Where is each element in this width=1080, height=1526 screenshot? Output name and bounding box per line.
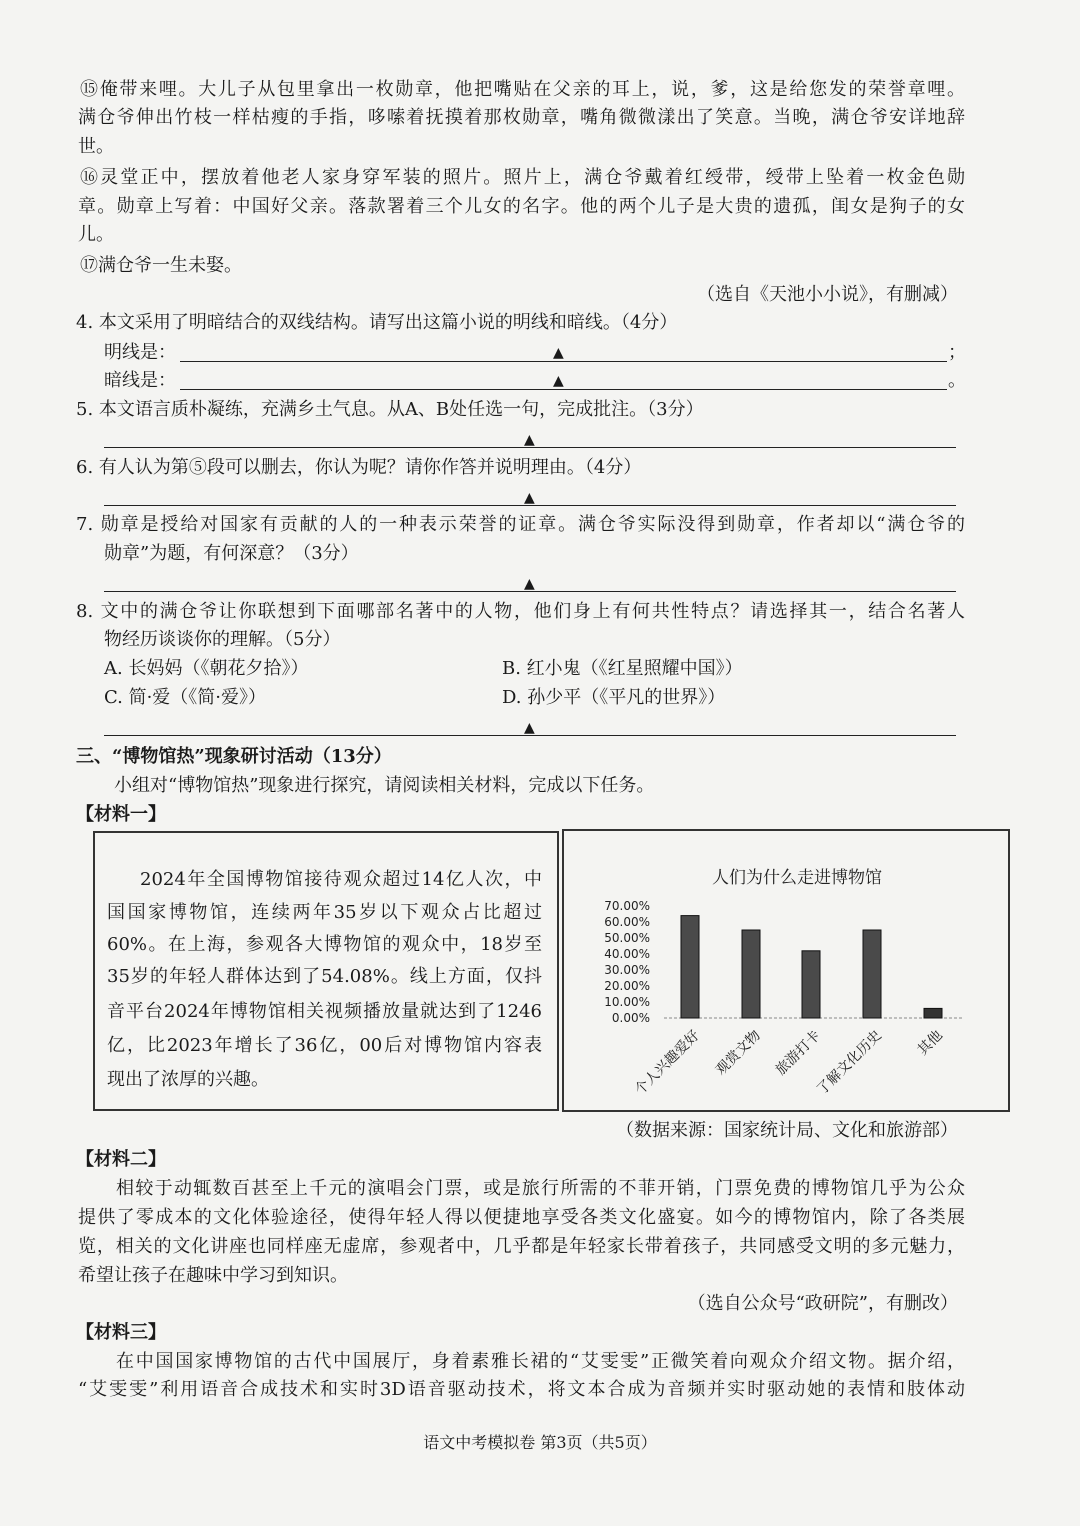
y-tick-label: 60.00% (604, 915, 650, 929)
material-1-line: 现出了浓厚的兴趣。 (107, 1069, 269, 1090)
q4-period: 。 (948, 370, 966, 391)
y-tick-label: 30.00% (604, 963, 650, 977)
question-4: 4. 本文采用了明暗结合的双线结构。请写出这篇小说的明线和暗线。（4分） (76, 312, 678, 333)
material-1-line: 国国家博物馆，连续两年35岁以下观众占比超过 (107, 902, 542, 923)
x-tick-label: 了解文化历史 (814, 1027, 885, 1099)
material-1-source: （数据来源：国家统计局、文化和旅游部） (616, 1120, 958, 1141)
material-3-label: 【材料三】 (76, 1322, 166, 1343)
x-tick-label: 个人兴趣爱好 (632, 1027, 703, 1099)
question-8-line-1: 8. 文中的满仓爷让你联想到下面哪部名著中的人物，他们身上有何共性特点？请选择其一，结合名著人 (76, 601, 965, 622)
q8-option-d: D. 孙少平（《平凡的世界》） (502, 687, 726, 708)
material-1-line: 音平台2024年博物馆相关视频播放量就达到了1246 (107, 1001, 542, 1022)
material-1-line: 2024年全国博物馆接待观众超过14亿人次，中 (140, 869, 542, 890)
material-3-line: 在中国国家博物馆的古代中国展厅，身着素雅长裙的“艾雯雯”正微笑着向观众介绍文物。据介绍， (116, 1351, 965, 1372)
y-tick-label: 10.00% (604, 995, 650, 1009)
question-6: 6. 有人认为第⑤段可以删去，你认为呢？请你作答并说明理由。（4分） (76, 457, 642, 478)
paragraph-17: ⑰满仓爷一生未娶。 (80, 255, 242, 276)
q4-semicolon: ； (948, 342, 966, 363)
material-3-line: “艾雯雯”利用语音合成技术和实时3D语音驱动技术，将文本合成为音频并实时驱动她的表情和肢体动 (78, 1379, 965, 1400)
x-tick-label: 观赏文物 (712, 1027, 764, 1079)
q4-bright-line-label: 明线是： (104, 342, 176, 363)
passage-source: （选自《天池小小说》，有删减） (697, 284, 958, 305)
material-2-source: （选自公众号“政研院”，有删改） (687, 1293, 958, 1314)
question-5: 5. 本文语言质朴凝练，充满乡土气息。从A、B处任选一句，完成批注。（3分） (76, 399, 704, 420)
page-footer: 语文中考模拟卷 第3页（共5页） (423, 1433, 657, 1452)
answer-marker: ▲ (524, 576, 535, 592)
q8-option-a: A. 长妈妈（《朝花夕拾》） (104, 658, 309, 679)
section-3-title: 三、“博物馆热”现象研讨活动（13分） (76, 746, 392, 767)
x-tick-label: 旅游打卡 (772, 1027, 824, 1079)
paragraph-16-line-1: ⑯灵堂正中，摆放着他老人家身穿军装的照片。照片上，满仓爷戴着红绶带，绶带上坠着一枚金色勋 (80, 167, 965, 188)
q4-bright-line-answer[interactable] (180, 361, 947, 362)
material-2-line: 览，相关的文化讲座也同样座无虚席，参观者中，几乎都是年轻家长带着孩子，共同感受文明的多元魅力， (78, 1236, 965, 1257)
material-2-line: 希望让孩子在趣味中学习到知识。 (78, 1265, 348, 1286)
chart-box (562, 829, 1010, 1112)
paragraph-15-line-3: 世。 (78, 136, 114, 157)
material-1-line: 亿，比2023年增长了36亿，00后对博物馆内容表 (107, 1035, 542, 1056)
q4-dark-line-label: 暗线是： (104, 370, 176, 391)
question-8-line-2: 物经历谈谈你的理解。（5分） (104, 629, 341, 650)
answer-marker: ▲ (553, 373, 564, 389)
y-tick-label: 50.00% (604, 931, 650, 945)
material-2-label: 【材料二】 (76, 1149, 166, 1170)
answer-marker: ▲ (524, 490, 535, 506)
y-tick-label: 20.00% (604, 979, 650, 993)
bar-chart (564, 831, 1008, 1110)
y-tick-label: 40.00% (604, 947, 650, 961)
material-2-line: 提供了零成本的文化体验途径，使得年轻人得以便捷地享受各类文化盛宴。如今的博物馆内，除了各类展 (78, 1207, 965, 1228)
material-1-label: 【材料一】 (76, 804, 166, 825)
paragraph-15-line-2: 满仓爷伸出竹枝一样枯瘦的手指，哆嗦着抚摸着那枚勋章，嘴角微微漾出了笑意。当晚，满仓爷安详地辞 (78, 107, 965, 128)
bar (742, 930, 760, 1018)
chart-title: 人们为什么走进博物馆 (712, 868, 882, 888)
bar (802, 951, 820, 1018)
bar (924, 1008, 942, 1018)
section-3-intro: 小组对“博物馆热”现象进行探究，请阅读相关材料，完成以下任务。 (114, 775, 655, 796)
material-1-line: 60%。在上海，参观各大博物馆的观众中，18岁至 (107, 934, 542, 955)
question-7-line-2: 勋章”为题，有何深意？（3分） (104, 543, 359, 564)
y-tick-label: 70.00% (604, 899, 650, 913)
question-7-line-1: 7. 勋章是授给对国家有贡献的人的一种表示荣誉的证章。满仓爷实际没得到勋章，作者却以“满仓爷的 (76, 514, 965, 535)
paragraph-15-line-1: ⑮俺带来哩。大儿子从包里拿出一枚勋章，他把嘴贴在父亲的耳上，说，爹，这是给您发的荣誉章哩。 (80, 79, 965, 100)
q8-option-c: C. 简·爱（《简·爱》） (104, 687, 267, 708)
y-tick-label: 0.00% (611, 1011, 650, 1025)
answer-marker: ▲ (524, 432, 535, 448)
answer-marker: ▲ (524, 720, 535, 736)
x-tick-label: 其他 (914, 1027, 946, 1059)
paragraph-16-line-2: 章。勋章上写着：中国好父亲。落款署着三个儿女的名字。他的两个儿子是大贵的遗孤，闺女是狗子的女 (78, 196, 965, 217)
material-2-line: 相较于动辄数百甚至上千元的演唱会门票，或是旅行所需的不菲开销，门票免费的博物馆几乎为公众 (116, 1178, 965, 1199)
paragraph-16-line-3: 儿。 (78, 224, 114, 245)
material-1-line: 35岁的年轻人群体达到了54.08%。线上方面，仅抖 (107, 966, 542, 987)
bar (863, 930, 881, 1018)
answer-marker: ▲ (553, 345, 564, 361)
q4-dark-line-answer[interactable] (180, 389, 947, 390)
bar (681, 916, 699, 1018)
q8-option-b: B. 红小鬼（《红星照耀中国》） (502, 658, 743, 679)
